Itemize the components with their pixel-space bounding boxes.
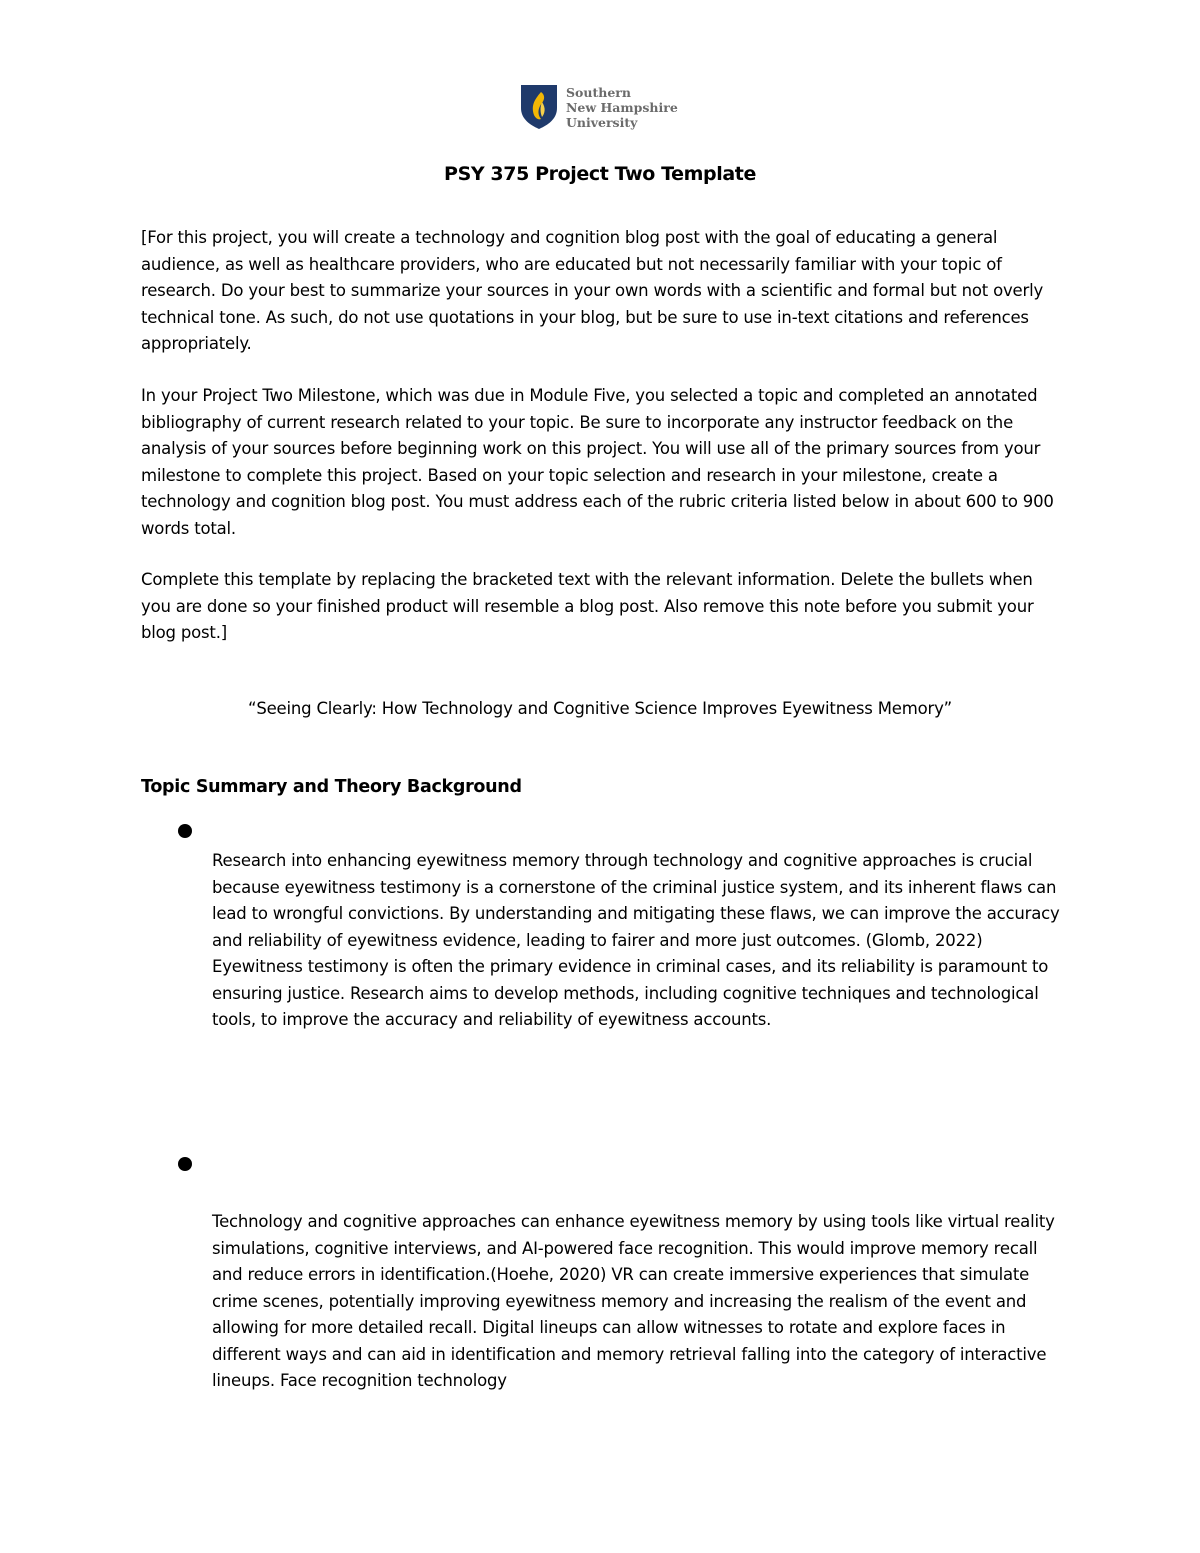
logo-line-2: New Hampshire [566,99,678,115]
shield-flame-icon [520,84,558,130]
logo-line-1: Southern [566,84,631,100]
intro-paragraph-1: [For this project, you will create a technology and cognition blog post with the goal of educating a general audience, as well as healthcare providers, who are educated but not necessarily familiar with your topic of research. Do your best to summarize your sources in your own words with a scientific and formal but not overly technical tone. As such, do not use quotations in your blog, but be sure to use in-text citations and references appropriately. [141,228,1044,353]
university-name [566,85,678,130]
intro-paragraph-2: In your Project Two Milestone, which was due in Module Five, you selected a topic and completed an annotated bibliography of current research related to your topic. Be sure to incorporate any instructor feedback on the analysis of your sources before beginning work on this project. You will use all of the primary sources from your milestone to complete this project. Based on your topic selection and research in your milestone, create a technology and cognition blog post. You must address each of the rubric criteria listed below in about 600 to 900 words total. [141,386,1054,538]
blog-title: “Seeing Clearly: How Technology and Cognitive Science Improves Eyewitness Memory” [247,699,952,718]
section-heading: Topic Summary and Theory Background [141,777,522,797]
logo-line-3: University [566,114,638,130]
bullet-paragraph-1: Research into enhancing eyewitness memory through technology and cognitive approaches is crucial because eyewitness testimony is a cornerstone of the criminal justice system, and its inherent flaws can lead to wrongful convictions. By understanding and mitigating these flaws, we can improve the accuracy and reliability of eyewitness evidence, leading to fairer and more just outcomes. (Glomb, 2022) Eyewitness testimony is often the primary evidence in criminal cases, and its reliability is paramount to ensuring justice. Research aims to develop methods, including cognitive techniques and technological tools, to improve the accuracy and reliability of eyewitness accounts. [212,851,1060,1029]
bullet-paragraph-2: Technology and cognitive approaches can enhance eyewitness memory by using tools like virtual reality simulations, cognitive interviews, and AI-powered face recognition. This would improve memory recall and reduce errors in identification.(Hoehe, 2020) VR can create immersive experiences that simulate crime scenes, potentially improving eyewitness memory and increasing the realism of the event and allowing for more detailed recall. Digital lineups can allow witnesses to rotate and explore faces in different ways and can aid in identification and memory retrieval falling into the category of interactive lineups. Face recognition technology [212,1212,1055,1390]
intro-paragraph-3: Complete this template by replacing the bracketed text with the relevant information. Delete the bullets when you are done so your finished product will resemble a blog post. Also remove this note before you submit your blog post.] [141,570,1034,642]
bullet-icon [178,824,192,838]
university-logo [520,84,678,130]
bullet-icon [178,1157,192,1171]
document-title: PSY 375 Project Two Template [444,163,756,185]
